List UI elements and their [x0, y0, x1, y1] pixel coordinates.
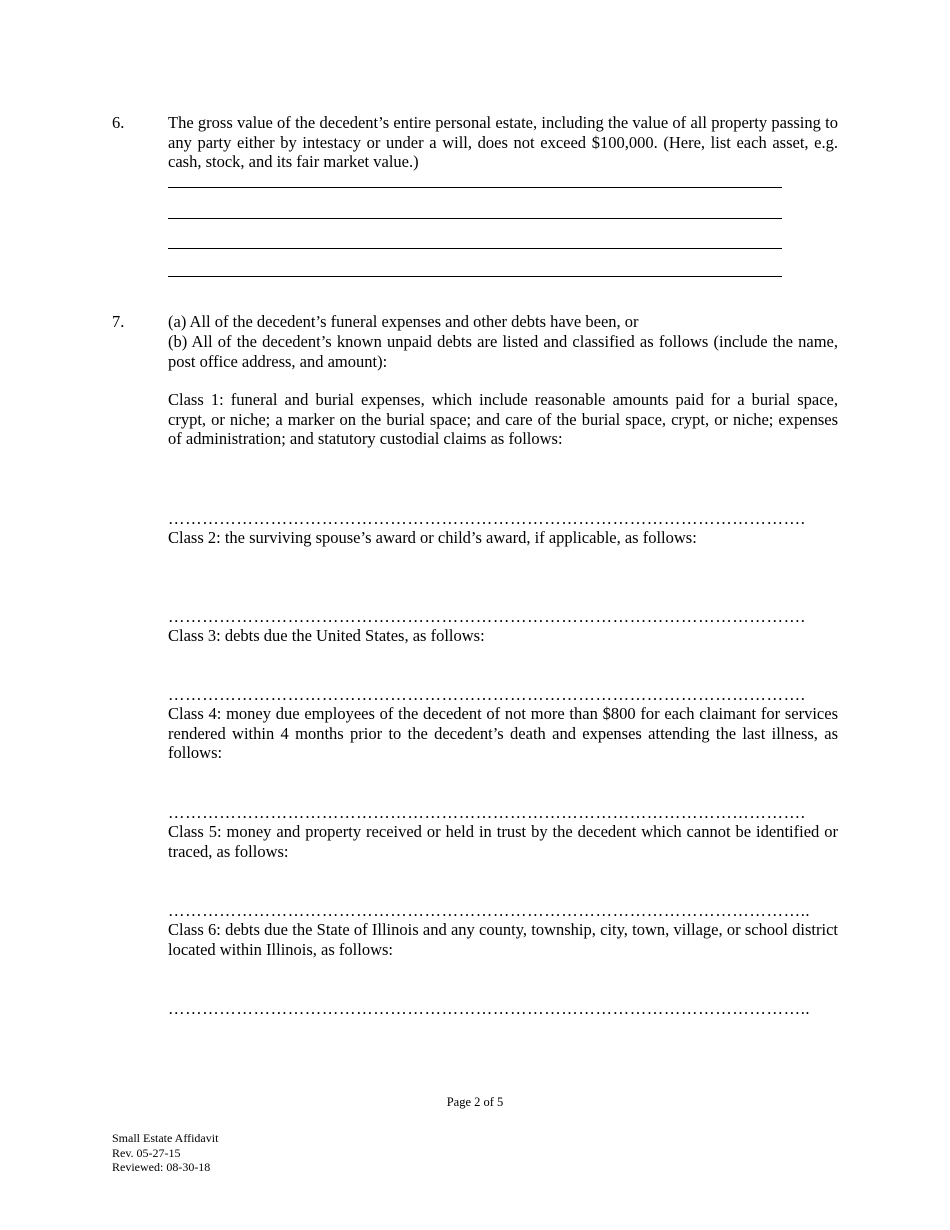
- asset-entry-line-1[interactable]: [168, 187, 782, 188]
- asset-entry-line-2[interactable]: [168, 218, 782, 219]
- asset-entry-line-4[interactable]: [168, 276, 782, 277]
- item-7-number: 7.: [112, 312, 125, 331]
- class-2-text: Class 2: the surviving spouse’s award or child’s award, if applicable, as follows:: [168, 528, 697, 547]
- class-5-entry-dots[interactable]: …………………………………………………………………………………………………..: [168, 901, 811, 920]
- class-4-text: Class 4: money due employees of the decedent of not more than $800 for each claimant for services rendered within 4 months prior to the decedent’s death and expenses attending the last illness, as follows:: [168, 704, 838, 762]
- footer-reviewed: Reviewed: 08-30-18: [112, 1160, 211, 1174]
- class-1-text: Class 1: funeral and burial expenses, which include reasonable amounts paid for a burial space, crypt, or niche; a marker on the burial space; and care of the burial space, crypt, or niche; expenses of administration; and statutory custodial claims as follows:: [168, 390, 838, 448]
- class-4-entry-dots[interactable]: ………………………………………………………………………………………………….: [168, 803, 806, 822]
- document-footer: [112, 1131, 218, 1175]
- class-3-text: Class 3: debts due the United States, as follows:: [168, 626, 485, 645]
- footer-revision: Rev. 05-27-15: [112, 1145, 181, 1160]
- class-6-entry-dots[interactable]: …………………………………………………………………………………………………..: [168, 999, 811, 1018]
- item-6-text: The gross value of the decedent’s entire personal estate, including the value of all property passing to any party either by intestacy or under a will, does not exceed $100,000. (Here, list each asset, e.g. cash, stock, and its fair market value.): [168, 113, 838, 171]
- page-number: Page 2 of 5: [446, 1095, 504, 1109]
- item-6-number: 6.: [112, 113, 125, 132]
- class-5-text: Class 5: money and property received or held in trust by the decedent which cannot be identified or traced, as follows:: [168, 822, 838, 861]
- class-2-entry-dots[interactable]: ………………………………………………………………………………………………….: [168, 607, 806, 626]
- asset-entry-line-3[interactable]: [168, 248, 782, 249]
- item-7-option-b: (b) All of the decedent’s known unpaid debts are listed and classified as follows (include the name, post office address, and amount):: [168, 332, 838, 371]
- footer-form-name: Small Estate Affidavit: [112, 1131, 219, 1145]
- class-6-text: Class 6: debts due the State of Illinois and any county, township, city, town, village, or school district located within Illinois, as follows:: [168, 920, 838, 959]
- class-3-entry-dots[interactable]: ………………………………………………………………………………………………….: [168, 685, 806, 704]
- class-1-entry-dots[interactable]: ………………………………………………………………………………………………….: [168, 509, 806, 528]
- item-7-option-a: (a) All of the decedent’s funeral expenses and other debts have been, or: [168, 312, 639, 331]
